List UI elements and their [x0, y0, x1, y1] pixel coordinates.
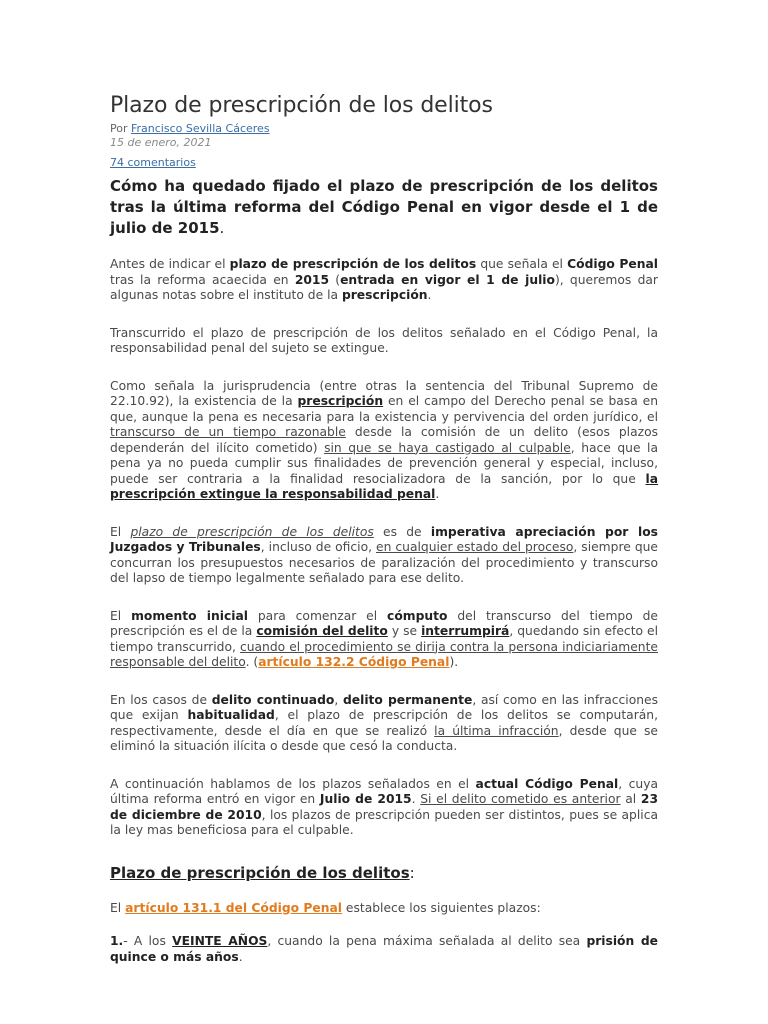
- bold-text: imperativa apreciación por los Juzgados y Tribunales: [110, 524, 658, 554]
- comments-link[interactable]: 74 comentarios: [110, 156, 196, 169]
- text: , incluso de oficio,: [260, 540, 377, 554]
- text: , quedando sin efecto el tiempo transcurrido,: [110, 624, 659, 654]
- text: desde la comisión de un delito (esos plazos dependerán del ilícito cometido): [110, 425, 659, 455]
- text: y se: [387, 624, 422, 638]
- bold-text: Julio de 2015: [319, 792, 412, 806]
- bold-text: delito permanente: [342, 692, 473, 707]
- paragraph-4: [110, 525, 658, 587]
- paragraph-8: [110, 901, 658, 917]
- paragraph-1: [110, 257, 658, 304]
- bold-underlined-text: prescripción: [297, 394, 384, 408]
- text: es de: [373, 524, 431, 539]
- text: , los plazos de prescripción pueden ser distintos, pues se aplica la ley mas beneficiosa para el culpable.: [110, 807, 658, 837]
- paragraph-6: [110, 693, 658, 755]
- text: - A los: [123, 934, 173, 948]
- author-link[interactable]: Francisco Sevilla Cáceres: [131, 122, 270, 135]
- text: .: [427, 288, 432, 302]
- bold-text: plazo de prescripción de los delitos: [229, 257, 477, 271]
- text: que señala el: [476, 257, 568, 271]
- underlined-text: sin que se haya castigado al culpable: [324, 440, 571, 455]
- lead-end: .: [219, 219, 225, 237]
- bold-text: entrada en vigor el 1 de julio: [340, 272, 555, 287]
- text: , cuando la pena máxima señalada al delito sea: [267, 934, 587, 948]
- section-heading-colon: :: [409, 863, 415, 882]
- bold-text: 2015: [294, 272, 330, 287]
- section-heading: [110, 863, 658, 883]
- text: al: [620, 792, 641, 806]
- underlined-text: transcurso de un tiempo razonable: [110, 425, 346, 439]
- text: para comenzar el: [248, 608, 388, 623]
- publish-date: 15 de enero, 2021: [110, 136, 212, 149]
- bold-text: prescripción: [341, 288, 428, 302]
- section-heading-text: Plazo de prescripción de los delitos: [110, 863, 410, 882]
- bold-text: cómputo: [387, 608, 448, 623]
- italic-underlined-text: plazo de prescripción de los delitos: [130, 524, 374, 539]
- article-131-1-link[interactable]: artículo 131.1 del Código Penal: [125, 900, 343, 915]
- paragraph-5: [110, 609, 658, 671]
- text: .: [411, 792, 421, 806]
- comments-count: [110, 156, 658, 170]
- underlined-text: cuando el procedimiento se dirija contra la persona indiciariamente responsable del delito: [110, 639, 658, 669]
- text: tras la reforma acaecida en: [110, 272, 295, 287]
- text: , desde que se eliminó la situación ilícita o desde que cesó la conducta.: [110, 723, 658, 753]
- text: El: [110, 608, 132, 623]
- bold-text: 23 de diciembre de 2010: [110, 792, 659, 822]
- text: El: [110, 900, 126, 915]
- paragraph-3: [110, 379, 658, 503]
- underlined-text: la última infracción: [434, 723, 559, 738]
- text: Como señala la jurisprudencia (entre otras la sentencia del Tribunal Supremo de 22.10.92), la existencia de la: [110, 378, 658, 408]
- article-lead: [110, 176, 658, 239]
- article-content: [110, 92, 658, 965]
- article-132-2-link[interactable]: artículo 132.2 Código Penal: [258, 655, 450, 669]
- bold-underlined-text: interrumpirá: [421, 624, 510, 638]
- text: ).: [449, 655, 459, 669]
- text: , así como en las infracciones que exijan: [110, 692, 658, 722]
- text: .: [435, 487, 440, 501]
- bold-text: momento inicial: [131, 608, 248, 623]
- text: ,: [334, 692, 343, 707]
- bold-text: delito continuado: [211, 692, 335, 707]
- bold-text: Código Penal: [567, 257, 658, 271]
- list-number: 1.: [110, 934, 124, 948]
- bold-underlined-text: la prescripción extingue la responsabilidad penal: [110, 471, 658, 501]
- text: establece los siguientes plazos:: [342, 900, 541, 915]
- paragraph-7: [110, 777, 658, 839]
- text: . (: [245, 655, 259, 669]
- text: .: [238, 949, 243, 964]
- by-prefix: Por: [110, 122, 131, 135]
- text: A continuación hablamos de los plazos señalados en el: [110, 776, 476, 791]
- text: Antes de indicar el: [110, 257, 230, 271]
- text: del transcurso del tiempo de prescripción es el de la: [110, 608, 658, 638]
- underlined-text: en cualquier estado del proceso: [376, 540, 574, 554]
- text: en el campo del Derecho penal se basa en que, aunque la pena es necesaria para la existencia y pervivencia del orden jurídico, el: [110, 394, 658, 424]
- text: , siempre que concurran los presupuestos necesarios de paralización del procedimiento y transcurso del lapso de tiempo legalmente señalado para ese delito.: [110, 540, 658, 585]
- text: Transcurrido el plazo de prescripción de los delitos señalado en el Código Penal, la responsabilidad penal del sujeto se extingue.: [110, 325, 658, 355]
- text: En los casos de: [110, 692, 212, 707]
- byline: [110, 122, 658, 136]
- text: , hace que la pena ya no pueda cumplir sus finalidades de prevención general y especial, incluso, puede ser contraria a la finalidad resocializadora de la sanción, por lo que: [110, 440, 658, 486]
- text: , el plazo de prescripción de los delitos se computarán, respectivamente, desde el día en que se realizó: [110, 708, 658, 738]
- text: , cuya última reforma entró en vigor en: [110, 776, 659, 806]
- text: (: [329, 272, 341, 287]
- paragraph-2: [110, 326, 658, 357]
- article-title: Plazo de prescripción de los delitos: [110, 93, 493, 118]
- bold-text: habitualidad: [187, 708, 275, 722]
- bold-text: actual Código Penal: [475, 776, 619, 791]
- bold-underlined-text: comisión del delito: [256, 624, 388, 638]
- lead-text: Cómo ha quedado fijado el plazo de prescripción de los delitos tras la última reforma del Código Penal en vigor desde el 1 de julio de 2015: [110, 177, 658, 237]
- bold-text: prisión de quince o más años: [110, 934, 658, 964]
- text: ), queremos dar algunas notas sobre el instituto de la: [110, 272, 658, 302]
- underlined-text: Si el delito cometido es anterior: [420, 792, 621, 806]
- bold-underlined-text: VEINTE AÑOS: [172, 934, 268, 948]
- paragraph-9: [110, 934, 658, 965]
- text: El: [110, 524, 131, 539]
